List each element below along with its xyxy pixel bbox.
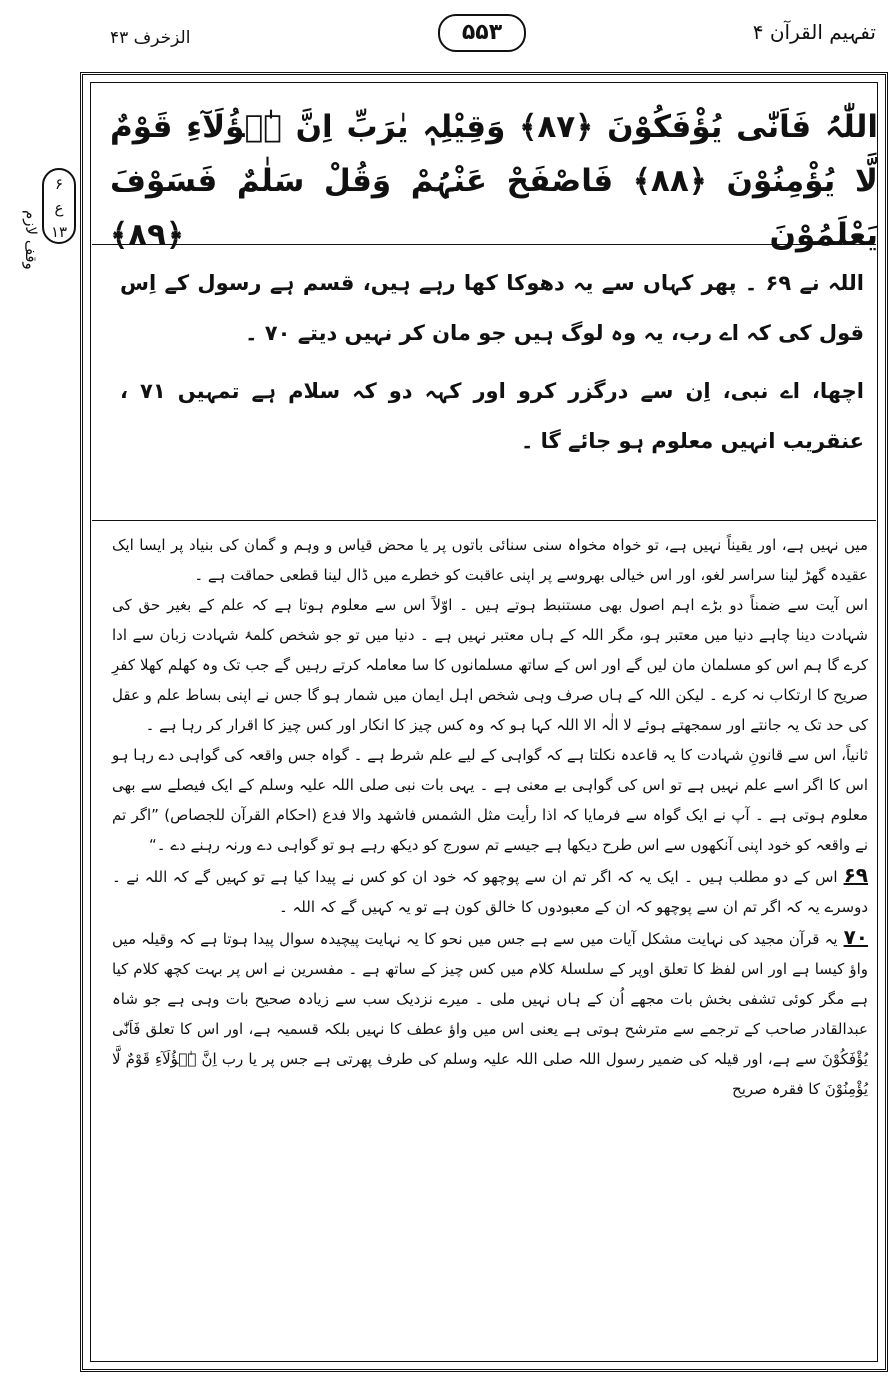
surah-reference: الزخرف ۴۳ xyxy=(110,28,191,48)
ruku-top: ۶ xyxy=(54,175,64,193)
divider xyxy=(92,244,876,245)
ruku-marker xyxy=(42,168,76,244)
note-paragraph xyxy=(112,922,868,1104)
ruku-mid: ع xyxy=(54,199,64,217)
waqf-margin-note: وقف لازم xyxy=(22,210,40,270)
note-paragraph xyxy=(112,860,868,922)
page-number: ۵۵۳ xyxy=(438,14,526,52)
note-text: یہ قرآن مجید کی نہایت مشکل آیات میں سے ہے جس میں نحو کا یہ نہایت پیچیدہ سوال پیدا ہوتا ہے کہ وقیلہ میں واؤ کیسا ہے اور اس لفظ کا تعلق اوپر کے سلسلۂ کلام میں کس چیز کے ساتھ ہے ۔ مفسرین نے اس پر بہت کچھ کلام کیا ہے مگر کوئی تشفی بخش بات مجھے اُن کے ہاں نہیں ملی ۔ میرے نزدیک سب سے زیادہ صحیح بات وہی ہے جو شاہ عبدالقادر صاحب کے ترجمے سے مترشح ہوتی ہے یعنی اس میں واؤ عطف کا نہیں بلکہ قسمیہ ہے، اور اس کا تعلق فَاَنّٰی یُؤْفَکُوْنَ سے ہے، اور قیلہ کی ضمیر رسول اللہ صلی اللہ علیہ وسلم کی طرف پھرتی ہے جس پر یا رب اِنَّ ہٰۤؤُلَآءِ قَوْمٌ لَّا یُؤْمِنُوْنَ کا فقرہ صریح xyxy=(112,930,868,1098)
divider xyxy=(92,520,876,521)
commentary-notes xyxy=(112,530,868,1104)
translation-block xyxy=(120,258,864,474)
book-title: تفہیم القرآن ۴ xyxy=(752,20,876,44)
translation-paragraph: اللہ نے ۶۹ ۔ پھر کہاں سے یہ دھوکا کھا رہے ہیں، قسم ہے رسول کے اِس قول کی کہ اے رب، یہ وہ لوگ ہیں جو مان کر نہیں دیتے ۷۰ ۔ xyxy=(120,271,864,345)
quran-ayat-text: اللّٰہُ فَاَنّٰی یُؤْفَکُوْنَ ﴿۸۷﴾ وَقِیْلِہٖ یٰرَبِّ اِنَّ ہٰۤؤُلَآءِ قَوْمٌ لَّا یُؤْمِنُوْنَ ﴿۸۸﴾ فَاصْفَحْ عَنْہُمْ وَقُلْ سَلٰمٌ فَسَوْفَ یَعْلَمُوْنَ ﴿۸۹﴾ xyxy=(110,109,878,253)
note-text: اس کے دو مطلب ہیں ۔ ایک یہ کہ اگر تم ان سے پوچھو کہ خود ان کو کس نے پیدا کیا ہے تو کہیں گے کہ اللہ نے ۔ دوسرے یہ کہ اگر تم ان سے پوچھو کہ ان کے معبودوں کا خالق کون ہے تو یہ کہیں گے کہ اللہ ۔ xyxy=(112,868,868,916)
ruku-bottom: ۱۳ xyxy=(50,223,68,241)
page-header xyxy=(0,0,896,62)
note-paragraph: ثانیاً، اس سے قانونِ شہادت کا یہ قاعدہ نکلتا ہے کہ گواہی کے لیے علم شرط ہے ۔ گواہ جس واقعہ کی گواہی دے رہا ہو اس کا اگر اسے علم نہیں ہے تو اس کی گواہی بے معنی ہے ۔ یہی بات نبی صلی اللہ علیہ وسلم کے ایک فیصلے سے بھی معلوم ہوتی ہے ۔ آپ نے ایک گواہ سے فرمایا کہ اذا رأیت مثل الشمس فاشھد والا فدع (احکام القرآن للجصاص) ”اگر تم نے واقعہ کو خود اپنی آنکھوں سے اس طرح دیکھا ہے جیسے تم سورج کو دیکھ رہے ہو تو گواہی دے ورنہ رہنے دے ۔“ xyxy=(112,746,868,854)
note-paragraph: اس آیت سے ضمناً دو بڑے اہم اصول بھی مستنبط ہوتے ہیں ۔ اوّلاً اس سے معلوم ہوتا ہے کہ علم کے بغیر حق کی شہادت دینا چاہے دنیا میں معتبر ہو، مگر اللہ کے ہاں معتبر نہیں ہے ۔ دنیا میں تو جو شخص کلمۂ شہادت زبان سے ادا کرے گا ہم اس کو مسلمان مان لیں گے اور اس کے ساتھ مسلمانوں کا سا معاملہ کرتے رہیں گے جب تک وہ کھلم کھلا کفرِ صریح کا ارتکاب نہ کرے ۔ لیکن اللہ کے ہاں صرف وہی شخص اہل ایمان میں شمار ہو گا جس نے اپنی بساط علم و عقل کی حد تک یہ جانتے اور سمجھتے ہوئے لا الٰہ الا اللہ کہا ہو کہ وہ کس چیز کا انکار اور کس چیز کا اقرار کر رہا ہے ۔ xyxy=(112,596,868,734)
footnote-number: ۷۰ xyxy=(843,925,868,949)
note-paragraph: میں نہیں ہے، اور یقیناً نہیں ہے، تو خواہ مخواہ سنی سنائی باتوں پر یا محض قیاس و وہم و گمان کی بنیاد پر ایسا ایک عقیدہ گھڑ لینا سراسر لغو، اور اس خیالی بھروسے پر اپنی عاقبت کو خطرے میں ڈال لینا قطعی حماقت ہے ۔ xyxy=(112,536,868,584)
footnote-number: ۶۹ xyxy=(843,863,868,887)
translation-paragraph: اچھا، اے نبی، اِن سے درگزر کرو اور کہہ دو کہ سلام ہے تمہیں ۷۱ ، عنقریب انہیں معلوم ہو جائے گا ۔ xyxy=(120,379,864,453)
